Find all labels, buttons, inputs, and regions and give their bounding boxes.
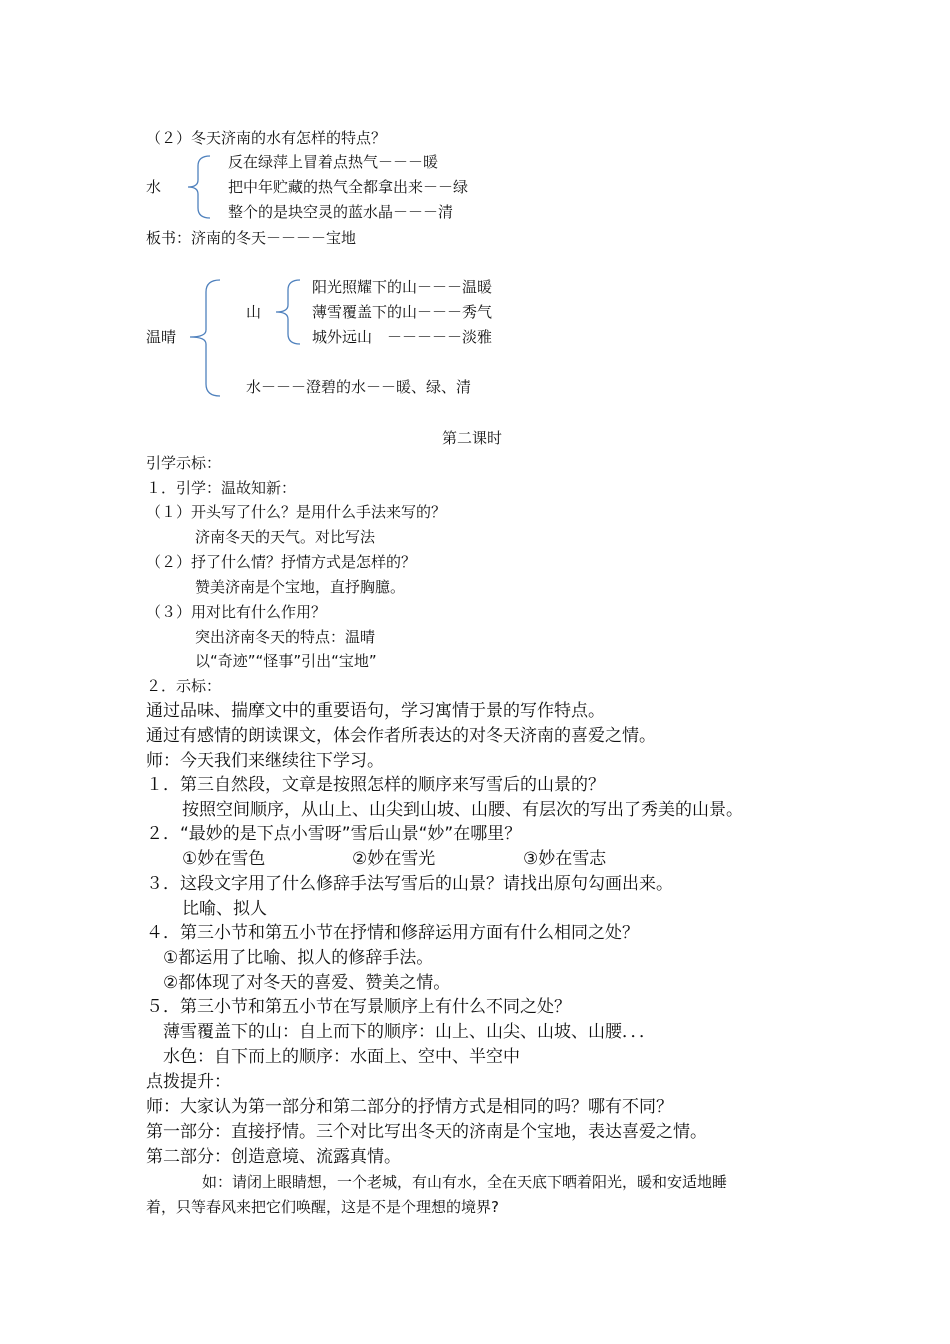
review-a3a: 突出济南冬天的特点：温晴 bbox=[195, 628, 376, 646]
answer-5a: 薄雪覆盖下的山：自上而下的顺序：山上、山尖、山坡、山腰．．． bbox=[163, 1022, 656, 1042]
part-2: 第二部分：创造意境、流露真情。 bbox=[146, 1147, 401, 1167]
question-5: ５．第三小节和第五小节在写景顺序上有什么不同之处？ bbox=[146, 997, 571, 1017]
mountain-item-2: 薄雪覆盖下的山－－－秀气 bbox=[312, 303, 493, 321]
review-q3: （３）用对比有什么作用？ bbox=[146, 603, 327, 621]
answer-4a: ①都运用了比喻、拟人的修辞手法。 bbox=[163, 948, 434, 968]
part-1: 第一部分：直接抒情。三个对比写出冬天的济南是个宝地，表达喜爱之情。 bbox=[146, 1122, 707, 1142]
mountain-brace bbox=[276, 280, 300, 344]
teacher-question: 师：大家认为第一部分和第二部分的抒情方式是相同的吗？哪有不同？ bbox=[146, 1097, 673, 1117]
water-item-2: 把中年贮藏的热气全都拿出来－－绿 bbox=[228, 178, 469, 196]
review-title: １．引学：温故知新： bbox=[146, 479, 297, 497]
answer-2-b: ②妙在雪光 bbox=[352, 849, 436, 869]
teacher-intro: 师：今天我们来继续往下学习。 bbox=[146, 751, 384, 771]
board-water-line: 水－－－澄碧的水－－暖、绿、清 bbox=[246, 378, 472, 396]
lesson-heading: 第二课时 bbox=[442, 429, 503, 447]
review-a3b: 以“奇迹”“怪事”引出“宝地” bbox=[195, 652, 377, 670]
mountain-item-1: 阳光照耀下的山－－－温暖 bbox=[312, 278, 493, 296]
mountain-label: 山 bbox=[246, 303, 262, 321]
answer-3: 比喻、拟人 bbox=[182, 899, 267, 919]
board-root-brace bbox=[190, 280, 220, 396]
review-q1: （１）开头写了什么？是用什么手法来写的？ bbox=[146, 503, 447, 521]
question-3: ３．这段文字用了什么修辞手法写雪后的山景？请找出原句勾画出来。 bbox=[146, 874, 673, 894]
answer-2-c: ③妙在雪志 bbox=[523, 849, 607, 869]
goal-2: 通过有感情的朗读课文，体会作者所表达的对冬天济南的喜爱之情。 bbox=[146, 726, 656, 746]
mountain-item-3: 城外远山 －－－－－淡雅 bbox=[312, 328, 493, 346]
review-a1: 济南冬天的天气。对比写法 bbox=[195, 528, 376, 546]
answer-5b: 水色：自下而上的顺序：水面上、空中、半空中 bbox=[163, 1047, 520, 1067]
answer-4b: ②都体现了对冬天的喜爱、赞美之情。 bbox=[163, 973, 451, 993]
goals-title: ２．示标： bbox=[146, 677, 222, 695]
water-item-3: 整个的是块空灵的蓝水晶－－－清 bbox=[228, 203, 454, 221]
review-q2: （２）抒了什么情？抒情方式是怎样的？ bbox=[146, 553, 417, 571]
answer-2-a: ①妙在雪色 bbox=[182, 849, 266, 869]
goal-1: 通过品味、揣摩文中的重要语句，学习寓情于景的写作特点。 bbox=[146, 701, 605, 721]
water-root-label: 水 bbox=[146, 178, 162, 196]
question-4: ４．第三小节和第五小节在抒情和修辞运用方面有什么相同之处？ bbox=[146, 923, 639, 943]
question-1: １．第三自然段，文章是按照怎样的顺序来写雪后的山景的？ bbox=[146, 775, 605, 795]
question-2: ２．“最妙的是下点小雪呀”雪后山景“妙”在哪里？ bbox=[146, 824, 522, 844]
board-root-label: 温晴 bbox=[146, 328, 177, 346]
example-line-2: 着，只等春风来把它们唤醒，这是不是个理想的境界? bbox=[146, 1198, 499, 1216]
water-brace bbox=[188, 156, 210, 218]
board-title: 板书：济南的冬天－－－－宝地 bbox=[146, 229, 357, 247]
example-line-1: 如：请闭上眼睛想，一个老城，有山有水，全在天底下晒着阳光，暖和安适地睡 bbox=[202, 1173, 728, 1191]
intro-label: 引学示标： bbox=[146, 454, 222, 472]
review-a2: 赞美济南是个宝地，直抒胸臆。 bbox=[195, 578, 406, 596]
point-label: 点拨提升： bbox=[146, 1072, 231, 1092]
answer-1: 按照空间顺序，从山上、山尖到山坡、山腰、有层次的写出了秀美的山景。 bbox=[182, 800, 743, 820]
water-question: （２）冬天济南的水有怎样的特点？ bbox=[146, 129, 387, 147]
water-item-1: 反在绿萍上冒着点热气－－－暖 bbox=[228, 153, 439, 171]
